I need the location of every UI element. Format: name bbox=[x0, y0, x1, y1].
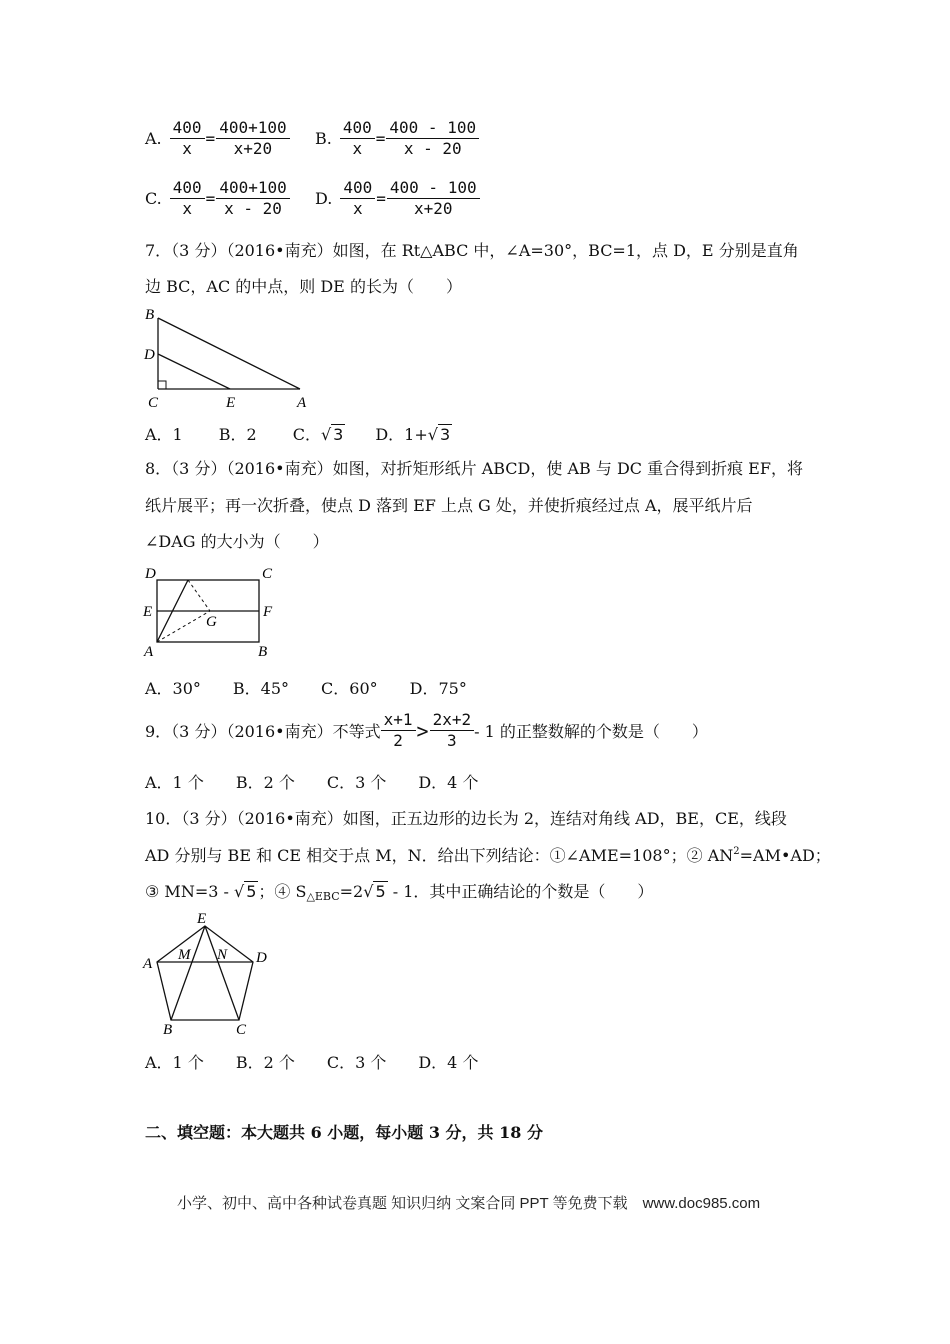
sqrt-symbol: √ 5 bbox=[363, 882, 386, 901]
numerator: 400 - 100 bbox=[387, 178, 480, 199]
fraction-left bbox=[170, 118, 205, 159]
label-g: G bbox=[206, 614, 217, 630]
equals-sign: = bbox=[205, 129, 216, 148]
q10-line2-part: AD 分别与 BE 和 CE 相交于点 M，N．给出下列结论：①∠AME=108°；② AN bbox=[145, 846, 734, 865]
right-angle-mark bbox=[158, 381, 166, 389]
radicand: 3 bbox=[439, 425, 451, 444]
greater-than-sign: > bbox=[416, 718, 429, 743]
q10-text-line3 bbox=[145, 879, 653, 903]
numerator: 400 bbox=[170, 178, 205, 199]
subscript: △EBC bbox=[306, 890, 340, 903]
label-c: C bbox=[262, 566, 273, 582]
numerator: 400+100 bbox=[216, 178, 289, 199]
denominator: 2 bbox=[393, 731, 403, 750]
numerator: 2x+2 bbox=[430, 710, 475, 731]
label-a: A bbox=[297, 395, 307, 411]
label-d: D bbox=[256, 950, 267, 966]
q10-line3-part: =2 bbox=[339, 882, 364, 901]
equals-sign: = bbox=[375, 129, 386, 148]
q10-text-line2 bbox=[145, 843, 831, 866]
fraction-right bbox=[386, 118, 479, 159]
option-b: B．2 bbox=[218, 425, 257, 444]
q10-line3-part: ③ MN=3 - bbox=[145, 882, 234, 901]
pentagon-abcde bbox=[157, 926, 253, 1020]
option-d: D．1+ bbox=[375, 425, 428, 444]
equals-sign: = bbox=[376, 189, 386, 208]
label-d: D bbox=[145, 566, 156, 582]
radicand: 5 bbox=[246, 882, 257, 901]
option-label: C. bbox=[145, 189, 162, 208]
label-a: A bbox=[143, 956, 153, 972]
fraction-left bbox=[170, 178, 205, 219]
label-a: A bbox=[144, 644, 154, 660]
q6-option-a bbox=[145, 118, 290, 159]
q7-triangle-figure bbox=[140, 303, 320, 413]
section-heading: 二、填空题：本大题共 6 小题，每小题 3 分，共 18 分 bbox=[145, 1123, 543, 1142]
q6-option-c bbox=[145, 178, 290, 219]
q7-text-line1: 7．（3 分）（2016•南充）如图，在 Rt△ABC 中，∠A=30°，BC=1，点 D，E 分别是直角 bbox=[145, 241, 799, 260]
equals-sign: = bbox=[205, 189, 216, 208]
q7-options bbox=[145, 422, 452, 445]
q8-text-line3: ∠DAG 的大小为（ ） bbox=[145, 532, 329, 551]
label-b: B bbox=[163, 1022, 173, 1038]
numerator: 400 bbox=[340, 178, 375, 199]
denominator: x+20 bbox=[413, 199, 453, 218]
denominator: x+20 bbox=[233, 139, 273, 158]
q10-options: A．1 个 B．2 个 C．3 个 D．4 个 bbox=[145, 1053, 479, 1072]
numerator: 400+100 bbox=[216, 118, 289, 139]
sqrt-symbol: √ 5 bbox=[233, 882, 257, 901]
denominator: x bbox=[352, 139, 363, 158]
label-c: C bbox=[148, 395, 159, 411]
denominator: 3 bbox=[447, 731, 457, 750]
denominator: x - 20 bbox=[403, 139, 462, 158]
diagonal-be bbox=[171, 926, 205, 1020]
fraction-right bbox=[430, 710, 475, 751]
sqrt-symbol: √ 3 bbox=[427, 425, 451, 444]
page-footer: 小学、初中、高中各种试卷真题 知识归纳 文案合同 PPT 等免费下载 www.doc985.com bbox=[177, 1195, 761, 1212]
denominator: x - 20 bbox=[224, 199, 282, 218]
q10-line3-part: - 1．其中正确结论的个数是（ ） bbox=[387, 882, 654, 901]
q10-pentagon-figure bbox=[140, 910, 280, 1040]
label-e: E bbox=[226, 395, 236, 411]
fraction-right bbox=[216, 118, 289, 159]
label-b: B bbox=[145, 307, 155, 323]
fraction-right bbox=[216, 178, 289, 219]
sqrt-symbol: √ 3 bbox=[320, 425, 344, 444]
numerator: 400 bbox=[170, 118, 205, 139]
dashed-dg bbox=[188, 580, 210, 611]
q7-text-line2: 边 BC，AC 的中点，则 DE 的长为（ ） bbox=[145, 277, 462, 296]
q10-line3-part: ；④ S bbox=[258, 882, 307, 901]
label-m: M bbox=[178, 947, 191, 963]
fraction-left bbox=[340, 178, 375, 219]
radicand: 5 bbox=[375, 882, 386, 901]
q9-text bbox=[145, 710, 708, 751]
label-c: C bbox=[236, 1022, 247, 1038]
label-e: E bbox=[197, 911, 207, 927]
q9-prefix: 9．（3 分）（2016•南充）不等式 bbox=[145, 722, 381, 741]
segment-ba bbox=[158, 318, 300, 389]
denominator: x bbox=[352, 199, 363, 218]
denominator: x bbox=[182, 199, 193, 218]
fraction-right bbox=[387, 178, 480, 219]
q9-options: A．1 个 B．2 个 C．3 个 D．4 个 bbox=[145, 773, 479, 792]
superscript: 2 bbox=[733, 846, 740, 857]
q10-text-line1: 10．（3 分）（2016•南充）如图，正五边形的边长为 2，连结对角线 AD，BE，CE，线段 bbox=[145, 809, 787, 828]
numerator: 400 bbox=[340, 118, 375, 139]
q6-option-d bbox=[315, 178, 480, 219]
label-b: B bbox=[258, 644, 268, 660]
label-f: F bbox=[263, 604, 273, 620]
option-label: B. bbox=[315, 129, 332, 148]
radicand: 3 bbox=[333, 425, 344, 444]
segment-de bbox=[158, 354, 230, 389]
q8-options: A．30° B．45° C．60° D．75° bbox=[145, 679, 467, 698]
denominator: x bbox=[182, 139, 192, 158]
option-c: C． bbox=[292, 425, 321, 444]
numerator: 400 - 100 bbox=[386, 118, 479, 139]
q9-suffix: - 1 的正整数解的个数是（ ） bbox=[474, 722, 708, 741]
q6-option-b bbox=[315, 118, 479, 159]
option-label: D. bbox=[315, 189, 333, 208]
q8-text-line2: 纸片展平；再一次折叠，使点 D 落到 EF 上点 G 处，并使折痕经过点 A，展平纸片后 bbox=[145, 496, 753, 515]
q10-line2-part: =AM•AD； bbox=[739, 846, 831, 865]
numerator: x+1 bbox=[381, 710, 416, 731]
label-d: D bbox=[144, 347, 155, 363]
option-label: A. bbox=[145, 129, 162, 148]
q8-text-line1: 8．（3 分）（2016•南充）如图，对折矩形纸片 ABCD，使 AB 与 DC 重合得到折痕 EF，将 bbox=[145, 459, 803, 478]
label-e: E bbox=[143, 604, 153, 620]
diagonal-ce bbox=[205, 926, 239, 1020]
fraction-left bbox=[381, 710, 416, 751]
label-n: N bbox=[217, 947, 228, 963]
option-a: A．1 bbox=[145, 425, 183, 444]
fraction-left bbox=[340, 118, 375, 159]
q8-rectangle-figure bbox=[140, 562, 290, 662]
